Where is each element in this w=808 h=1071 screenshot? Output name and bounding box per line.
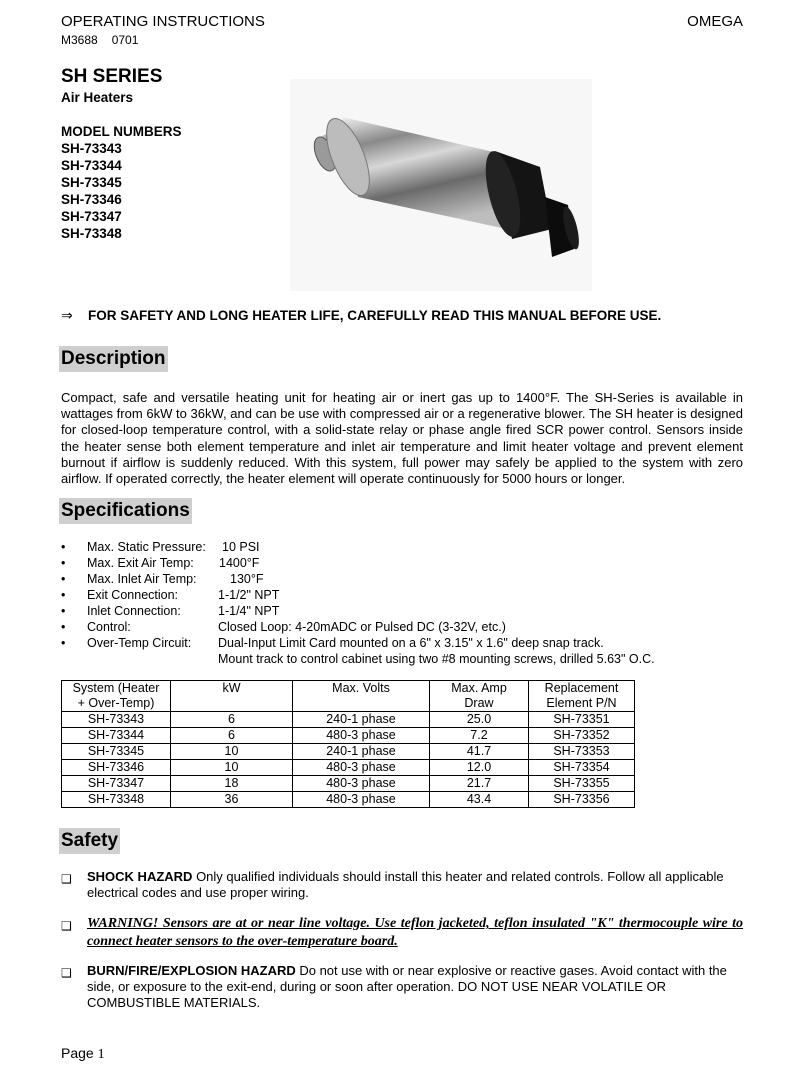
- doc-date: 0701: [111, 33, 139, 47]
- table-cell: 12.0: [430, 760, 529, 776]
- table-cell: SH-73355: [529, 776, 635, 792]
- arrow-icon: ⇒: [61, 307, 73, 323]
- heater-photo: [290, 79, 592, 291]
- table-cell: 10: [171, 760, 293, 776]
- table-cell: SH-73352: [529, 728, 635, 744]
- table-cell: 480-3 phase: [293, 760, 430, 776]
- table-cell: 18: [171, 776, 293, 792]
- spec-label: Max. Static Pressure:: [87, 540, 206, 554]
- spec-label: Inlet Connection:: [87, 604, 181, 618]
- table-cell: 21.7: [430, 776, 529, 792]
- shock-hazard-text: Only qualified individuals should install this heater and related controls. Follow all applicable electrical codes and use proper wiring.: [87, 869, 724, 901]
- model-list: [61, 140, 122, 242]
- bullet: •: [61, 636, 66, 650]
- bullet: •: [61, 620, 66, 634]
- page-number: 1: [97, 1047, 105, 1062]
- spec-label: Max. Inlet Air Temp:: [87, 572, 197, 586]
- checkbox-icon: ❑: [61, 966, 72, 980]
- table-cell: 43.4: [430, 792, 529, 808]
- model-numbers-label: MODEL NUMBERS: [61, 124, 182, 139]
- table-cell: SH-73348: [62, 792, 171, 808]
- specifications-heading: Specifications: [59, 498, 192, 524]
- table-cell: 6: [171, 712, 293, 728]
- bullet: •: [61, 588, 66, 602]
- description-text: Compact, safe and versatile heating unit for heating air or inert gas up to 1400°F. The SH-Series is available in wattages from 6kW to 36kW, and can be use with compressed air or a regenerative blower. The SH heater is designed for closed-loop temperature control, with a solid-state relay or phase angle fired SCR power control. Sensors inside the heater sense both element temperature and inlet air temperature and limit heater voltage and prevent element burnout if airflow is suddenly reduced. With this system, full power may safely be applied to the system with zero airflow. If operated correctly, the heater element will operate continuously for 5000 hours or longer.: [61, 390, 743, 487]
- table-cell: SH-73346: [62, 760, 171, 776]
- shock-hazard-item: [87, 869, 743, 901]
- spec-label: Max. Exit Air Temp:: [87, 556, 194, 570]
- table-header-row: [62, 681, 635, 712]
- burn-hazard-text: Do not use with or near explosive or reactive gases. Avoid contact with the side, or exposure to the exit-end, during or soon after operation. DO NOT USE NEAR VOLATILE OR COMBUSTIBLE MATERIALS.: [87, 963, 727, 1011]
- model-number: SH-73348: [61, 226, 122, 241]
- table-cell: 25.0: [430, 712, 529, 728]
- table-row: [62, 776, 635, 792]
- spec-value: Dual-Input Limit Card mounted on a 6" x 3.15" x 1.6" deep snap track.: [218, 636, 604, 650]
- spec-value: 1-1/4" NPT: [218, 604, 280, 618]
- bullet: •: [61, 572, 66, 586]
- spec-list: [61, 539, 761, 669]
- table-row: [62, 712, 635, 728]
- spec-value: Mount track to control cabinet using two #8 mounting screws, drilled 5.63" O.C.: [218, 652, 655, 666]
- checkbox-icon: ❑: [61, 872, 72, 886]
- model-number: SH-73344: [61, 158, 122, 173]
- table-cell: SH-73351: [529, 712, 635, 728]
- table-header: Replacement Element P/N: [529, 681, 635, 712]
- table-cell: SH-73343: [62, 712, 171, 728]
- model-number: SH-73343: [61, 141, 122, 156]
- shock-hazard-label: SHOCK HAZARD: [87, 869, 193, 884]
- table-cell: 36: [171, 792, 293, 808]
- doc-number: M3688: [61, 33, 98, 47]
- page-label: Page: [61, 1045, 94, 1061]
- burn-hazard-label: BURN/FIRE/EXPLOSION HAZARD: [87, 963, 296, 978]
- table-cell: SH-73354: [529, 760, 635, 776]
- model-number: SH-73345: [61, 175, 122, 190]
- table-header: Max. Volts: [293, 681, 430, 712]
- table-row: [62, 728, 635, 744]
- header-title: OPERATING INSTRUCTIONS: [61, 13, 265, 30]
- table-cell: 7.2: [430, 728, 529, 744]
- table-cell: SH-73353: [529, 744, 635, 760]
- table-cell: 6: [171, 728, 293, 744]
- spec-value: Closed Loop: 4-20mADC or Pulsed DC (3-32V, etc.): [218, 620, 506, 634]
- series-title: SH SERIES: [61, 66, 163, 87]
- safety-notice: FOR SAFETY AND LONG HEATER LIFE, CAREFULLY READ THIS MANUAL BEFORE USE.: [88, 308, 662, 323]
- spec-value: 10 PSI: [222, 540, 260, 554]
- table-cell: SH-73347: [62, 776, 171, 792]
- bullet: •: [61, 604, 66, 618]
- burn-hazard-item: [87, 963, 743, 1012]
- table-header: Max. Amp Draw: [430, 681, 529, 712]
- spec-label: Control:: [87, 620, 131, 634]
- spec-value: 1-1/2" NPT: [218, 588, 280, 602]
- spec-value: 1400°F: [219, 556, 260, 570]
- model-number: SH-73347: [61, 209, 122, 224]
- table-cell: 480-3 phase: [293, 776, 430, 792]
- bullet: •: [61, 556, 66, 570]
- spec-label: Exit Connection:: [87, 588, 179, 602]
- table-cell: 240-1 phase: [293, 744, 430, 760]
- page-footer: [61, 1045, 105, 1063]
- table-cell: 41.7: [430, 744, 529, 760]
- table-row: [62, 792, 635, 808]
- table-header: System (Heater + Over-Temp): [62, 681, 171, 712]
- table-cell: 480-3 phase: [293, 792, 430, 808]
- document-code: [61, 33, 138, 47]
- bullet: •: [61, 540, 66, 554]
- safety-heading: Safety: [59, 828, 120, 854]
- description-heading: Description: [59, 346, 168, 372]
- model-number: SH-73346: [61, 192, 122, 207]
- table-cell: 480-3 phase: [293, 728, 430, 744]
- table-row: [62, 760, 635, 776]
- series-subtitle: Air Heaters: [61, 90, 134, 105]
- table-cell: SH-73345: [62, 744, 171, 760]
- checkbox-icon: ❑: [61, 919, 72, 933]
- table-header: kW: [171, 681, 293, 712]
- heater-illustration: [290, 79, 592, 291]
- table-cell: SH-73356: [529, 792, 635, 808]
- sensor-warning: WARNING! Sensors are at or near line voltage. Use teflon jacketed, teflon insulated "K" thermocouple wire to connect heater sensors to the over-temperature board.: [87, 916, 743, 949]
- table-cell: 240-1 phase: [293, 712, 430, 728]
- table-cell: 10: [171, 744, 293, 760]
- header-brand: OMEGA: [687, 13, 743, 30]
- table-row: [62, 744, 635, 760]
- model-spec-table: [61, 680, 635, 808]
- spec-label: Over-Temp Circuit:: [87, 636, 192, 650]
- spec-value: 130°F: [230, 572, 264, 586]
- table-cell: SH-73344: [62, 728, 171, 744]
